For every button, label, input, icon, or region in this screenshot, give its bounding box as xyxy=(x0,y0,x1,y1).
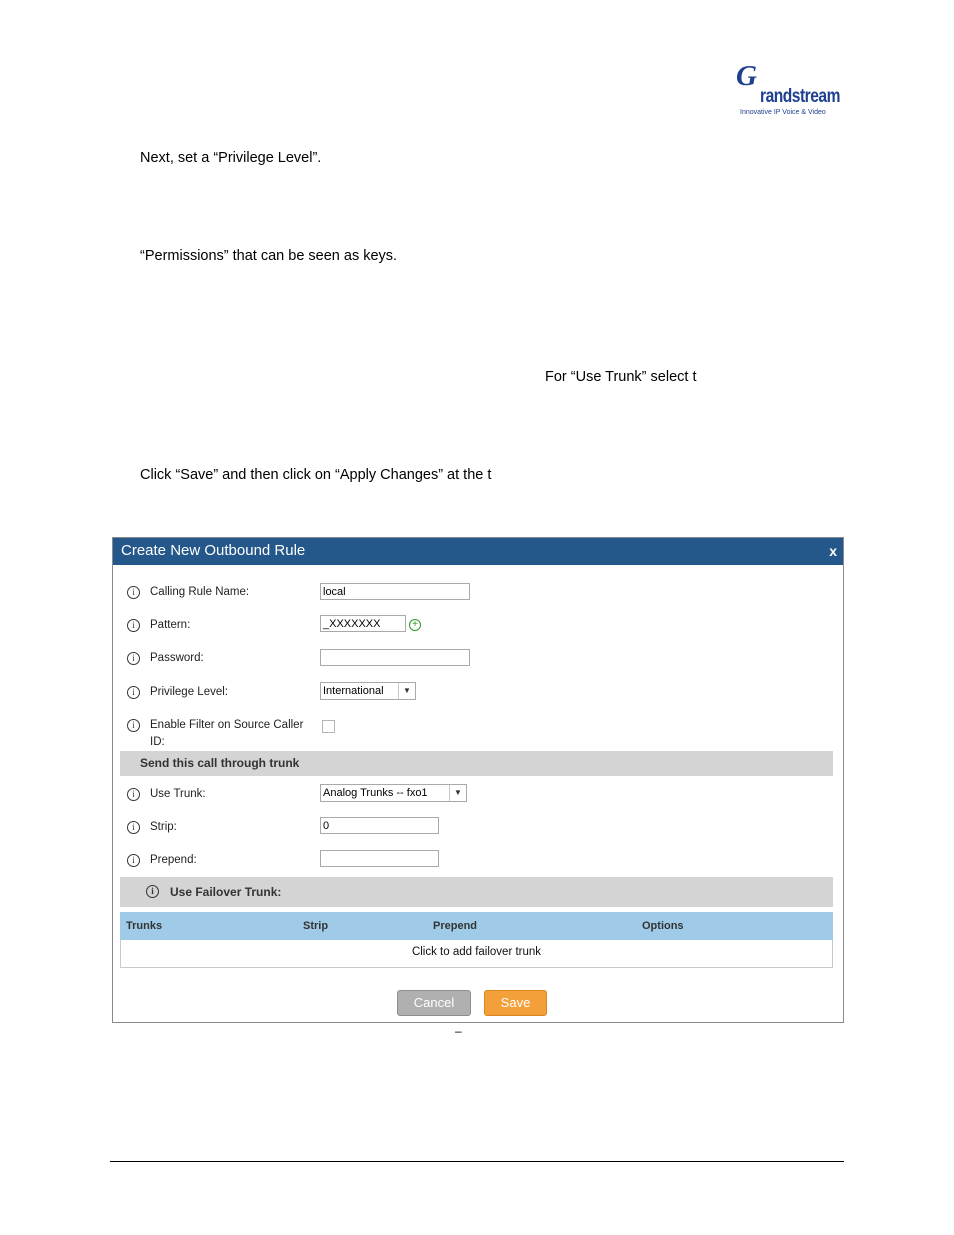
password-input[interactable] xyxy=(320,649,470,666)
info-icon: i xyxy=(146,885,159,898)
info-icon: i xyxy=(127,619,140,632)
info-icon: i xyxy=(127,719,140,732)
pattern-input[interactable]: _XXXXXXX xyxy=(320,615,406,632)
failover-section-title: Use Failover Trunk: xyxy=(170,885,282,899)
failover-table-header xyxy=(120,912,833,941)
enable-filter-checkbox[interactable] xyxy=(322,720,335,733)
failover-table-body xyxy=(120,940,833,968)
logo-tagline: Innovative IP Voice & Video xyxy=(740,109,826,116)
info-icon: i xyxy=(127,686,140,699)
cancel-button[interactable]: Cancel xyxy=(397,990,471,1016)
doc-paragraph-3: For “Use Trunk” select t xyxy=(545,369,697,385)
info-icon: i xyxy=(127,586,140,599)
column-header-strip: Strip xyxy=(303,920,329,932)
password-label: Password: xyxy=(150,652,204,664)
enable-filter-label: Enable Filter on Source Caller xyxy=(150,719,304,731)
trunk-section-header xyxy=(120,751,833,776)
prepend-label: Prepend: xyxy=(150,854,197,866)
column-header-options: Options xyxy=(642,920,684,932)
doc-paragraph-4: Click “Save” and then click on “Apply Changes” at the t xyxy=(140,467,492,483)
close-button[interactable]: x xyxy=(829,543,837,559)
privilege-level-value: International xyxy=(323,685,384,697)
doc-paragraph-1: Next, set a “Privilege Level”. xyxy=(140,150,322,166)
outbound-rule-dialog xyxy=(112,537,844,1023)
use-trunk-value: Analog Trunks -- fxo1 xyxy=(323,787,428,799)
logo-initial: G xyxy=(736,60,756,92)
column-header-prepend: Prepend xyxy=(433,920,478,932)
grandstream-logo xyxy=(736,60,840,122)
dialog-title: Create New Outbound Rule xyxy=(121,542,306,559)
dropdown-arrow-icon: ▼ xyxy=(449,785,466,801)
privilege-level-label: Privilege Level: xyxy=(150,686,228,698)
failover-section-header xyxy=(120,877,833,907)
info-icon: i xyxy=(127,652,140,665)
add-pattern-icon[interactable]: + xyxy=(409,619,421,631)
trunk-section-title: Send this call through trunk xyxy=(140,756,300,770)
info-icon: i xyxy=(127,821,140,834)
strip-input[interactable]: 0 xyxy=(320,817,439,834)
use-trunk-label: Use Trunk: xyxy=(150,788,206,800)
info-icon: i xyxy=(127,854,140,867)
prepend-input[interactable] xyxy=(320,850,439,867)
footer-divider xyxy=(110,1161,844,1162)
figure-caption: – xyxy=(455,1024,462,1038)
enable-filter-label-cont: ID: xyxy=(150,736,165,748)
column-header-trunks: Trunks xyxy=(126,920,163,932)
calling-rule-name-label: Calling Rule Name: xyxy=(150,586,250,598)
info-icon: i xyxy=(127,788,140,801)
privilege-level-select[interactable] xyxy=(320,682,416,700)
add-failover-trunk-link[interactable]: Click to add failover trunk xyxy=(411,946,542,958)
calling-rule-name-input[interactable]: local xyxy=(320,583,470,600)
save-button[interactable]: Save xyxy=(484,990,547,1016)
doc-paragraph-2: “Permissions” that can be seen as keys. xyxy=(140,248,398,264)
use-trunk-select[interactable] xyxy=(320,784,467,802)
dropdown-arrow-icon: ▼ xyxy=(398,683,415,699)
strip-label: Strip: xyxy=(150,821,177,833)
logo-wordmark: randstream xyxy=(760,86,840,107)
pattern-label: Pattern: xyxy=(150,619,191,631)
dialog-titlebar xyxy=(113,538,843,565)
